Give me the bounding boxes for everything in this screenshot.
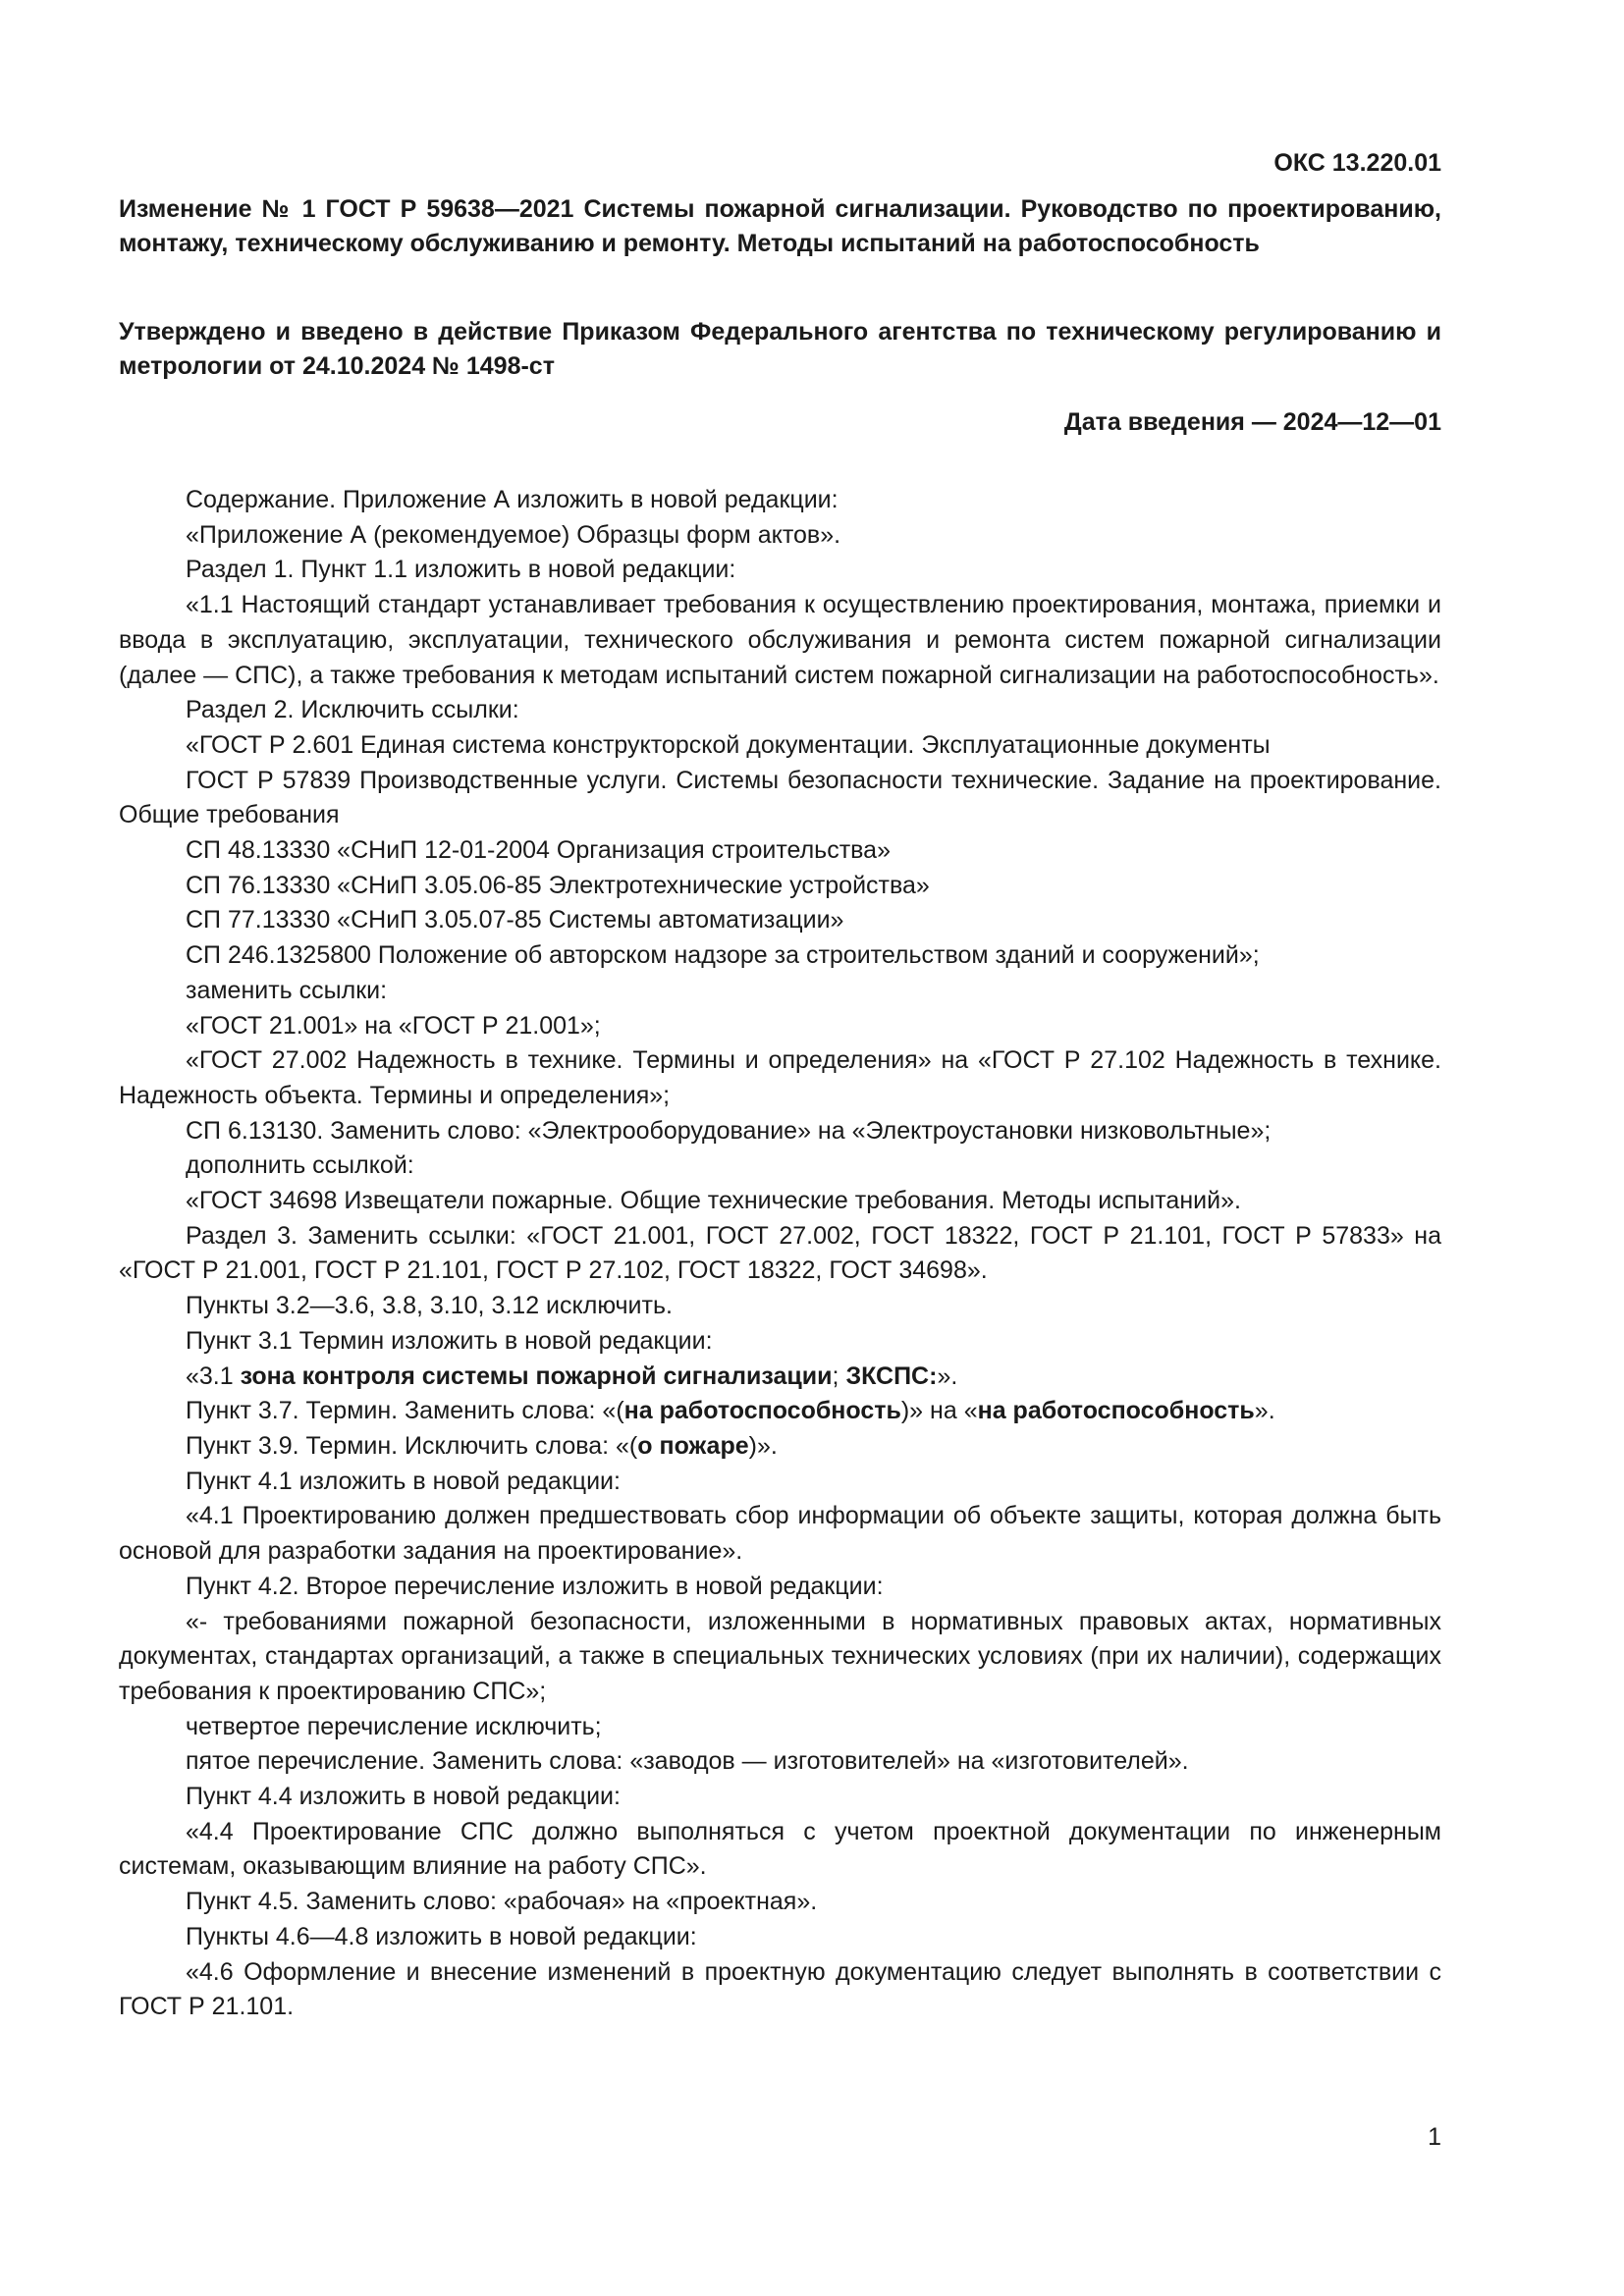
paragraph: «4.6 Оформление и внесение изменений в проектную документацию следует выполнять в соответствии с ГОСТ Р 21.101. <box>119 1957 1441 2021</box>
paragraph: Пункт 3.1 Термин изложить в новой редакции: <box>186 1326 713 1355</box>
term-abbreviation: ЗКСПС: <box>845 1362 938 1390</box>
paragraph: Пункты 3.2—3.6, 3.8, 3.10, 3.12 исключить. <box>186 1292 673 1320</box>
paragraph: «ГОСТ 27.002 Надежность в технике. Термины и определения» на «ГОСТ Р 27.102 Надежность в технике. Надежность объекта. Термины и определения»; <box>119 1046 1441 1109</box>
text-run: ; <box>832 1362 846 1390</box>
paragraph-term-3-7 <box>119 1394 1441 1429</box>
paragraph: Пункт 4.5. Заменить слово: «рабочая» на «проектная». <box>186 1888 818 1916</box>
paragraph-term-3-9 <box>119 1429 1441 1465</box>
paragraph: «4.4 Проектирование СПС должно выполняться с учетом проектной документации по инженерным системам, оказывающим влияние на работу СПС». <box>119 1817 1441 1881</box>
classification-code: ОКС 13.220.01 <box>1273 149 1441 177</box>
text-run: )». <box>748 1431 778 1460</box>
text-run: «3.1 <box>186 1362 241 1390</box>
paragraph: СП 76.13330 «СНиП 3.05.06-85 Электротехнические устройства» <box>186 871 930 899</box>
paragraph: «ГОСТ 34698 Извещатели пожарные. Общие технические требования. Методы испытаний». <box>186 1187 1241 1215</box>
bold-phrase: на работоспособность <box>977 1397 1255 1425</box>
paragraph: пятое перечисление. Заменить слова: «заводов — изготовителей» на «изготовителей». <box>186 1747 1189 1776</box>
paragraph: «Приложение А (рекомендуемое) Образцы форм актов». <box>186 520 841 549</box>
paragraph: «4.1 Проектированию должен предшествовать сбор информации об объекте защиты, которая должна быть основой для разработки задания на проектирование». <box>119 1502 1441 1566</box>
text-run: Пункт 3.9. Термин. Исключить слова: «( <box>186 1431 638 1460</box>
bold-phrase: о пожаре <box>637 1431 749 1460</box>
paragraph: Раздел 1. Пункт 1.1 изложить в новой редакции: <box>186 556 736 584</box>
paragraph: «1.1 Настоящий стандарт устанавливает требования к осуществлению проектирования, монтажа, приемки и ввода в эксплуатацию, эксплуатации, технического обслуживания и ремонта систем пожарной сигнализации (далее — СПС), а также требования к методам испытаний систем пожарной сигнализации на работоспособность». <box>119 591 1441 689</box>
page-number: 1 <box>1428 2123 1441 2151</box>
paragraph: дополнить ссылкой: <box>186 1151 414 1180</box>
term-name: зона контроля системы пожарной сигнализации <box>240 1362 833 1390</box>
paragraph: СП 246.1325800 Положение об авторском надзоре за строительством зданий и сооружений»; <box>186 941 1260 970</box>
paragraph: Раздел 3. Заменить ссылки: «ГОСТ 21.001, ГОСТ 27.002, ГОСТ 18322, ГОСТ Р 21.101, ГОСТ Р 57833» на «ГОСТ Р 21.001, ГОСТ Р 21.101, ГОСТ Р 27.102, ГОСТ 18322, ГОСТ 34698». <box>119 1221 1441 1285</box>
approval-statement: Утверждено и введено в действие Приказом Федерального агентства по техническому регулированию и метрологии от 24.10.2024 № 1498-ст <box>119 318 1441 380</box>
paragraph: СП 48.13330 «СНиП 12-01-2004 Организация строительства» <box>186 836 891 865</box>
paragraph: четвертое перечисление исключить; <box>186 1712 602 1740</box>
paragraph: Пункты 4.6—4.8 изложить в новой редакции: <box>186 1922 697 1950</box>
paragraph: Раздел 2. Исключить ссылки: <box>186 696 519 724</box>
paragraph: заменить ссылки: <box>186 976 388 1004</box>
document-body <box>119 483 1441 2025</box>
text-run: )» на « <box>900 1397 978 1425</box>
paragraph-term-3-1 <box>119 1360 1441 1395</box>
paragraph: «ГОСТ 21.001» на «ГОСТ Р 21.001»; <box>186 1011 601 1040</box>
paragraph: СП 6.13130. Заменить слово: «Электрооборудование» на «Электроустановки низковольтные»; <box>186 1116 1272 1145</box>
paragraph: СП 77.13330 «СНиП 3.05.07-85 Системы автоматизации» <box>186 906 844 934</box>
text-run: ». <box>937 1362 958 1390</box>
paragraph: ГОСТ Р 57839 Производственные услуги. Системы безопасности технические. Задание на проектирование. Общие требования <box>119 766 1441 829</box>
bold-phrase: на работоспособность <box>623 1397 901 1425</box>
paragraph: Содержание. Приложение А изложить в новой редакции: <box>186 486 839 513</box>
paragraph: Пункт 4.4 изложить в новой редакции: <box>186 1783 621 1811</box>
paragraph: «ГОСТ Р 2.601 Единая система конструкторской документации. Эксплуатационные документы <box>186 730 1271 759</box>
effective-date: Дата введения — 2024—12—01 <box>1063 408 1441 436</box>
paragraph: Пункт 4.2. Второе перечисление изложить в новой редакции: <box>186 1572 884 1600</box>
paragraph: Пункт 4.1 изложить в новой редакции: <box>186 1467 621 1495</box>
text-run: Пункт 3.7. Термин. Заменить слова: «( <box>186 1397 624 1425</box>
paragraph: «- требованиями пожарной безопасности, изложенными в нормативных правовых актах, нормативных документах, стандартах организаций, а также в специальных технических условиях (при их наличии), содержащих требования к проектированию СПС»; <box>119 1607 1441 1705</box>
document-title: Изменение № 1 ГОСТ Р 59638—2021 Системы пожарной сигнализации. Руководство по проектированию, монтажу, техническому обслуживанию и ремонту. Методы испытаний на работоспособность <box>119 195 1441 257</box>
text-run: ». <box>1254 1397 1275 1425</box>
